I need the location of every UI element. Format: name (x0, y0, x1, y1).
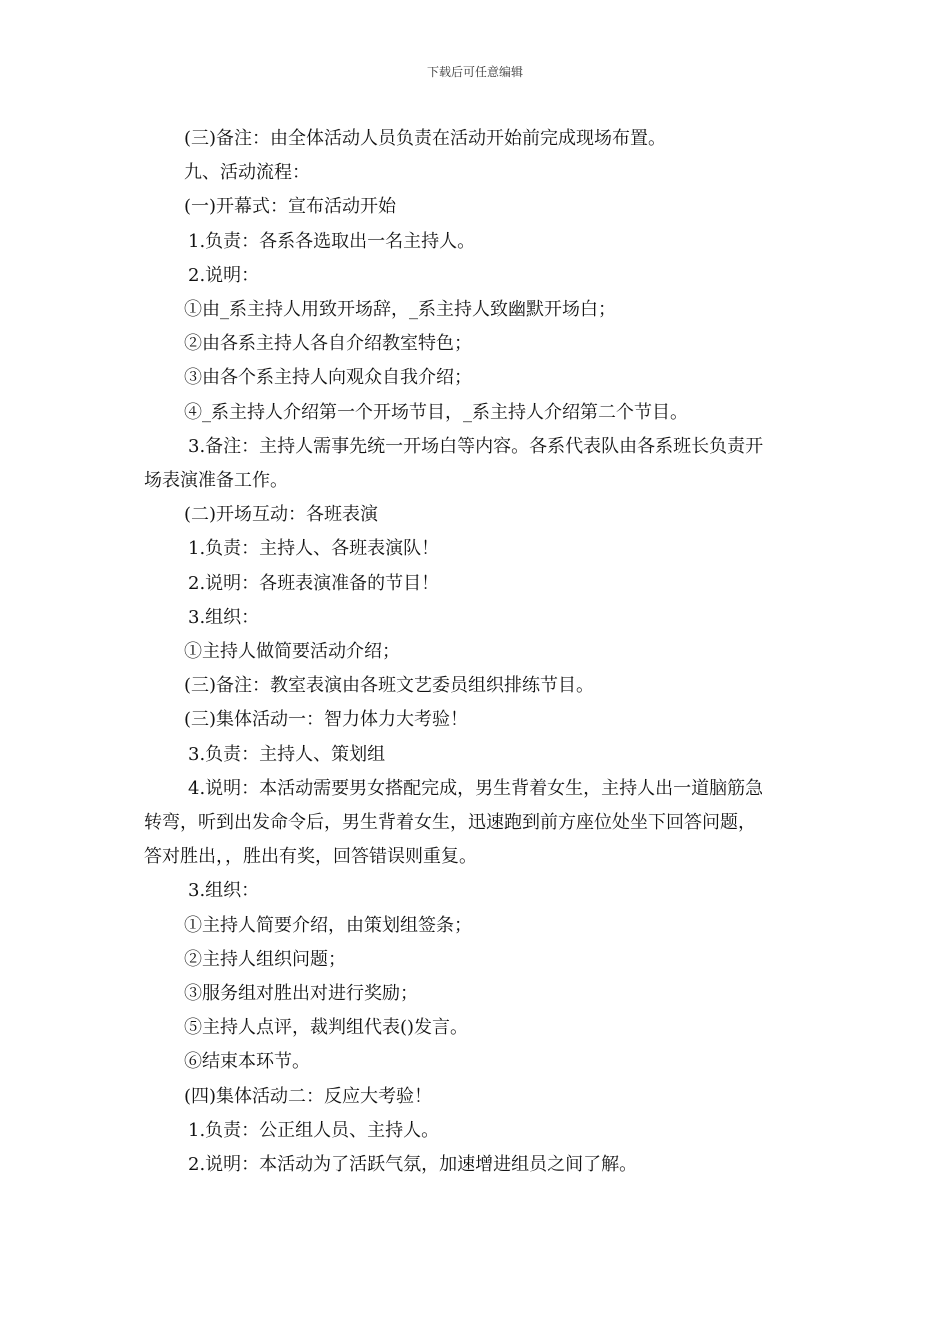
text-line: 3.备注：主持人需事先统一开场白等内容。各系代表队由各系班长负责开 (188, 435, 764, 457)
text-line: (三)备注：教室表演由各班文艺委员组织排练节目。 (184, 675, 595, 697)
text-line: 3.组织： (188, 606, 260, 628)
list-item: ②主持人组织问题； (184, 948, 346, 970)
text-line-continuation: 场表演准备工作。 (144, 470, 288, 492)
text-line: 2.说明：本活动为了活跃气氛，加速增进组员之间了解。 (188, 1154, 638, 1176)
list-item: ④_系主持人介绍第一个开场节目，_系主持人介绍第二个节目。 (184, 401, 688, 423)
subsection-heading: (一)开幕式：宣布活动开始 (184, 196, 397, 218)
list-item: ①主持人做简要活动介绍； (184, 641, 400, 663)
text-line: 1.负责：公正组人员、主持人。 (188, 1119, 440, 1141)
subsection-heading: (三)集体活动一：智力体力大考验！ (184, 709, 469, 731)
list-item: ③服务组对胜出对进行奖励； (184, 983, 418, 1005)
list-item: ⑥结束本环节。 (184, 1051, 310, 1073)
text-line: 1.负责：各系各选取出一名主持人。 (188, 230, 476, 252)
document-body (144, 122, 809, 1182)
text-line: 4.说明：本活动需要男女搭配完成，男生背着女生，主持人出一道脑筋急 (188, 777, 764, 799)
list-item: ⑤主持人点评，裁判组代表()发言。 (184, 1017, 469, 1039)
text-line: 3.组织： (188, 880, 260, 902)
list-item: ②由各系主持人各自介绍教室特色； (184, 333, 472, 355)
text-line-continuation: 转弯，听到出发命令后，男生背着女生，迅速跑到前方座位处坐下回答问题， (144, 812, 756, 834)
text-line: 3.负责：主持人、策划组 (188, 743, 386, 765)
section-heading: 九、活动流程： (184, 162, 310, 184)
text-line: 2.说明：各班表演准备的节目！ (188, 572, 440, 594)
list-item: ①由_系主持人用致开场辞，_系主持人致幽默开场白； (184, 299, 616, 321)
text-line-continuation: 答对胜出，，胜出有奖，回答错误则重复。 (144, 846, 477, 868)
subsection-heading: (二)开场互动：各班表演 (184, 504, 379, 526)
page-header: 下载后可任意编辑 (426, 65, 523, 79)
list-item: ③由各个系主持人向观众自我介绍； (184, 367, 472, 389)
text-line: 1.负责：主持人、各班表演队！ (188, 538, 440, 560)
subsection-heading: (四)集体活动二：反应大考验！ (184, 1085, 433, 1107)
list-item: ①主持人简要介绍，由策划组签条； (184, 914, 472, 936)
text-line: 2.说明： (188, 264, 260, 286)
text-line: (三)备注：由全体活动人员负责在活动开始前完成现场布置。 (184, 128, 667, 149)
